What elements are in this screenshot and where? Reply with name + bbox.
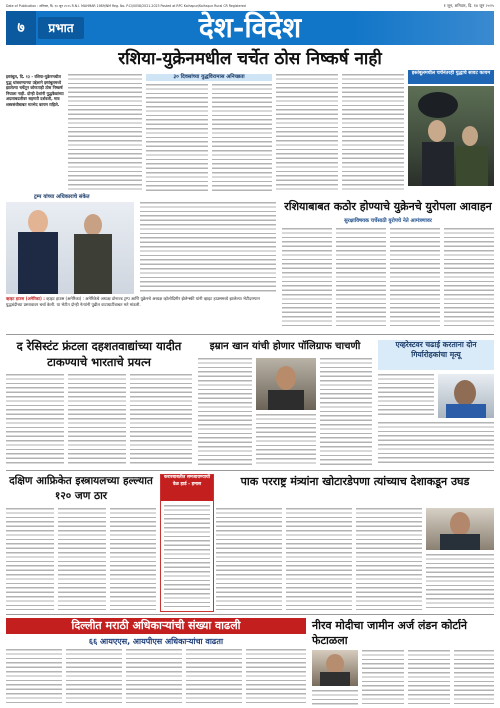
nirav-story-headline: नीरव मोदीचा जामीन अर्ज लंडन कोर्टाने फेटाळला	[312, 619, 468, 647]
minister-suit	[440, 534, 480, 550]
imran-khan-photo	[256, 358, 316, 410]
publication-info: Date of Publication : शनिवार, दि. १४ जून २०२५ R.N.I. MAHMAR 1989/NM Reg. No. P.Cl/0058/2021-2023 Posted at RPC Kolhapur/Kolhapur Rural CR Registered	[6, 4, 246, 8]
africa-column-1	[6, 508, 54, 610]
imran-column-1	[198, 358, 252, 466]
person-face	[276, 366, 296, 390]
person-suit-trump	[18, 232, 58, 294]
top-story-kicker: ३० दिवसांच्या युद्धविरामास अनिच्छता	[146, 74, 272, 81]
divider-1	[6, 334, 494, 335]
page-number: ७	[6, 11, 36, 45]
pak-story-headline: पाक परराष्ट्र मंत्र्यांना खोटारडेपणा त्यांच्याच देशाकडून उघड	[240, 475, 470, 488]
caption-kicker: ट्रम्प यांच्या अधिकाराचे संकेत	[34, 194, 114, 201]
nirav-column-0	[312, 690, 358, 705]
everest-column-2	[378, 422, 494, 466]
delhi-column-3	[126, 649, 182, 705]
imran-column-2	[256, 414, 316, 466]
everest-headline: एव्हरेस्टवर चढाई करताना दोन गिर्यारोहकांचा मृत्यू	[378, 340, 494, 370]
africa-column-2	[58, 508, 106, 610]
hamas-box-text	[164, 505, 210, 607]
hamas-box-title: करारबाबतीत समजावण्याची वेळ हार्ड - हमास	[161, 475, 213, 501]
top-story-column-2	[146, 84, 208, 192]
trf-column-2	[68, 374, 126, 466]
delhi-column-4	[186, 649, 242, 705]
section-title: देश-विदेश	[198, 11, 302, 44]
trf-column-1	[6, 374, 64, 466]
nirav-column-1	[362, 650, 404, 705]
top-story-column-3	[212, 84, 272, 192]
white-house-photo	[6, 202, 134, 294]
climber-jacket	[446, 404, 486, 418]
top-story-headline: रशिया-युक्रेनमधील चर्चेत ठोस निष्कर्ष नाही	[118, 49, 382, 69]
hamas-side-box	[160, 474, 214, 612]
divider-3	[6, 614, 494, 615]
top-story-caption	[6, 296, 276, 330]
top-story-lead: इस्तंबूल, दि. १३ - रशिया-युक्रेनमधील युद्ध थांबवण्याच्या उद्देशाने इस्तंबूलमध्ये झालेल्या चर्चेतून कोणताही ठोस निष्कर्ष निघाला नाही. दोन्ही देशांनी युद्धकैद्यांच्या अदलाबदलीवर सहमती दर्शवली, मात्र शस्त्रसंधीबाबत मतभेद कायम राहिले.	[6, 74, 64, 107]
publication-line	[6, 2, 494, 10]
everest-photo	[438, 374, 494, 418]
person-body-1	[422, 142, 454, 186]
section-masthead	[6, 11, 494, 45]
person-face-2	[462, 126, 478, 146]
side-kicker: इस्तंबूलमधील चर्चेनंतरही युद्धाचे सावट कायम	[408, 70, 494, 84]
delhi-column-1	[6, 649, 62, 705]
pak-minister-photo	[426, 508, 494, 550]
pak-column-4	[426, 554, 494, 610]
africa-column-3	[110, 508, 156, 610]
top-story-column-5	[342, 74, 404, 192]
person-body-2	[456, 146, 488, 186]
page-date: १ जून, शनिवार, दि. १४ जून २०२५	[443, 3, 494, 8]
nirav-column-2	[408, 650, 450, 705]
top-story-column-1	[68, 74, 142, 192]
top-story-continuation	[140, 202, 276, 294]
climber-face	[454, 380, 476, 406]
person-body	[268, 390, 304, 410]
person-face	[326, 654, 344, 674]
caption-label: व्हाइट हाउस (अमेरिका) :	[6, 296, 45, 301]
pak-column-2	[286, 508, 352, 610]
imran-story-headline: इम्रान खान यांची होणार पॉलिग्राफ चाचणी	[209, 341, 361, 352]
caption-text: व्हाइट हाउस (अमेरिका) : अमेरिकेचे अध्यक्ष डोनाल्ड ट्रम्प आणि युक्रेनचे अध्यक्ष व्होलोदिमीर झेलेन्स्की यांनी व्हाइट हाउसमध्ये झालेल्या भेटीदरम्यान युद्धबंदीच्या प्रस्तावावर चर्चा केली. या भेटीत दोन्ही नेत्यांनी पुढील वाटाघाटींबाबत मते मांडली.	[6, 296, 260, 307]
delhi-column-5	[246, 649, 306, 705]
newspaper-logo: प्रभात	[38, 17, 84, 39]
nirav-modi-photo	[312, 650, 358, 686]
person-body	[320, 672, 350, 686]
africa-story-headline: दक्षिण आफ्रिकेत इस्त्रायलच्या हल्ल्यात १२० जण ठार	[9, 475, 153, 502]
trf-story-headline: द रेसिस्टंट फ्रंटला दहशतवाद्यांच्या यादीत टाकण्याचे भारताचे प्रयत्न	[16, 339, 182, 369]
divider-2	[6, 470, 494, 471]
pak-column-3	[356, 508, 422, 610]
person-face-1	[428, 120, 446, 142]
ukraine-column-4	[444, 228, 494, 328]
person-suit-zelensky	[74, 234, 112, 294]
umbrella-shape	[418, 92, 458, 118]
nirav-column-3	[454, 650, 494, 705]
ukraine-column-3	[390, 228, 440, 328]
minister-face	[450, 512, 470, 536]
imran-column-3	[320, 358, 372, 466]
trf-column-3	[130, 374, 192, 466]
ukraine-column-2	[336, 228, 386, 328]
leaders-photo	[408, 86, 494, 186]
delhi-story-subhead: ६६ आयएएस, आयपीएस अधिकाऱ्यांचा वाढता	[88, 637, 224, 646]
everest-column-1	[378, 374, 434, 418]
person-face-trump	[28, 210, 48, 234]
ukraine-story-headline: रशियाबाबत कठोर होण्याचे युक्रेनचे युरोपला आवाहन	[284, 200, 492, 213]
ukraine-column-1	[282, 228, 332, 328]
delhi-story-headline: दिल्लीत मराठी अधिकाऱ्यांची संख्या वाढली	[6, 618, 306, 634]
delhi-column-2	[66, 649, 122, 705]
ukraine-story-subhead: सुरक्षाविषयक चर्चेसाठी युरोपचे नेते आमंत्रणावर	[344, 218, 432, 224]
person-face-zelensky	[84, 214, 102, 236]
top-story-column-4	[276, 74, 338, 192]
pak-column-1	[216, 508, 282, 610]
